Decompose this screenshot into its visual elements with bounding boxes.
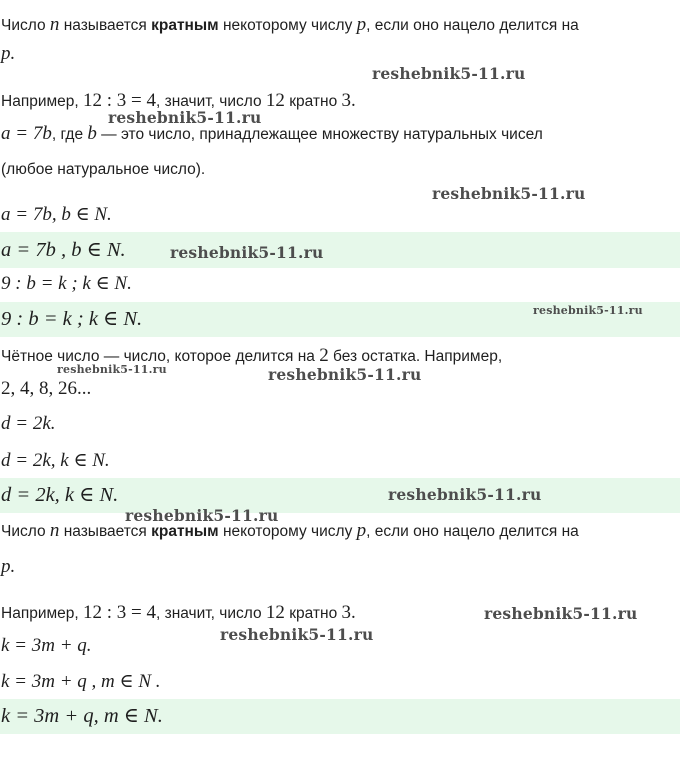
equation-d-2k-highlighted: d = 2k, k ∈ N.	[0, 478, 680, 513]
text: , значит, число	[156, 93, 266, 110]
watermark: reshebnik5-11.ru	[388, 485, 542, 504]
text: , если оно нацело делится на	[366, 523, 579, 540]
equation-k-3m-q-highlighted: k = 3m + q, m ∈ N.	[0, 699, 680, 734]
text: кратно	[284, 93, 342, 110]
text: некоторому числу	[218, 17, 357, 34]
text: Например,	[1, 93, 83, 110]
watermark: reshebnik5-11.ru	[108, 108, 262, 127]
math-number: 12	[265, 602, 285, 623]
watermark: reshebnik5-11.ru	[484, 604, 638, 623]
text: Например,	[1, 605, 83, 622]
even-number-examples: 2, 4, 8, 26...	[1, 378, 92, 399]
equation-d-2k-n: d = 2k, k ∈ N.	[1, 450, 110, 471]
equation-d-2k: d = 2k.	[1, 413, 56, 434]
definition-a-line-2: (любое натуральное число).	[1, 161, 206, 178]
watermark: reshebnik5-11.ru	[170, 243, 324, 262]
definition-multiple-line-2: p.	[1, 43, 16, 64]
text: называется	[59, 17, 152, 34]
bold-term: кратным	[151, 523, 219, 540]
math-number: 3.	[341, 602, 356, 623]
definition-multiple-repeat-line-1	[0, 520, 680, 542]
text: называется	[59, 523, 152, 540]
math-expression: 12 : 3 = 4	[83, 90, 156, 111]
text: , где	[51, 126, 88, 143]
text: , если оно нацело делится на	[366, 17, 579, 34]
math-number: 2	[319, 345, 329, 366]
example-line	[0, 90, 680, 112]
math-number: 12	[265, 90, 285, 111]
watermark: reshebnik5-11.ru	[220, 625, 374, 644]
math-n: n	[49, 14, 60, 35]
text: Число	[1, 523, 50, 540]
math-b: b	[87, 123, 97, 144]
definition-a-line	[0, 123, 680, 145]
math-n: n	[49, 520, 60, 541]
math-p: p	[356, 14, 367, 35]
equation-k-3m-q-n: k = 3m + q , m ∈ N .	[1, 671, 161, 692]
definition-multiple-line-1	[0, 14, 680, 36]
watermark: reshebnik5-11.ru	[372, 64, 526, 83]
text: кратно	[284, 605, 342, 622]
text: некоторому числу	[218, 523, 357, 540]
watermark: reshebnik5-11.ru	[432, 184, 586, 203]
bold-term: кратным	[151, 17, 219, 34]
equation-k-3m-q: k = 3m + q.	[1, 635, 92, 656]
equation-9-b-k: 9 : b = k ; k ∈ N.	[1, 273, 132, 294]
equation-a-7b-highlighted: a = 7b , b ∈ N.	[0, 232, 680, 268]
math-number: 3.	[341, 90, 356, 111]
math-expression: a = 7b	[1, 123, 52, 144]
text: Чётное число — число, которое делится на	[1, 348, 320, 365]
watermark: reshebnik5-11.ru	[268, 365, 422, 384]
watermark: reshebnik5-11.ru	[125, 506, 279, 525]
definition-multiple-repeat-line-2: p.	[1, 556, 16, 577]
math-expression: 12 : 3 = 4	[83, 602, 156, 623]
text: Число	[1, 17, 50, 34]
watermark: reshebnik5-11.ru	[533, 304, 643, 317]
watermark: reshebnik5-11.ru	[57, 363, 167, 376]
equation-9-b-k-highlighted: 9 : b = k ; k ∈ N.	[0, 302, 680, 337]
text: без остатка. Например,	[328, 348, 503, 365]
text: — это число, принадлежащее множеству натуральных чисел	[96, 126, 543, 143]
equation-a-7b: a = 7b, b ∈ N.	[1, 204, 112, 225]
text: , значит, число	[156, 605, 266, 622]
math-p: p	[356, 520, 367, 541]
